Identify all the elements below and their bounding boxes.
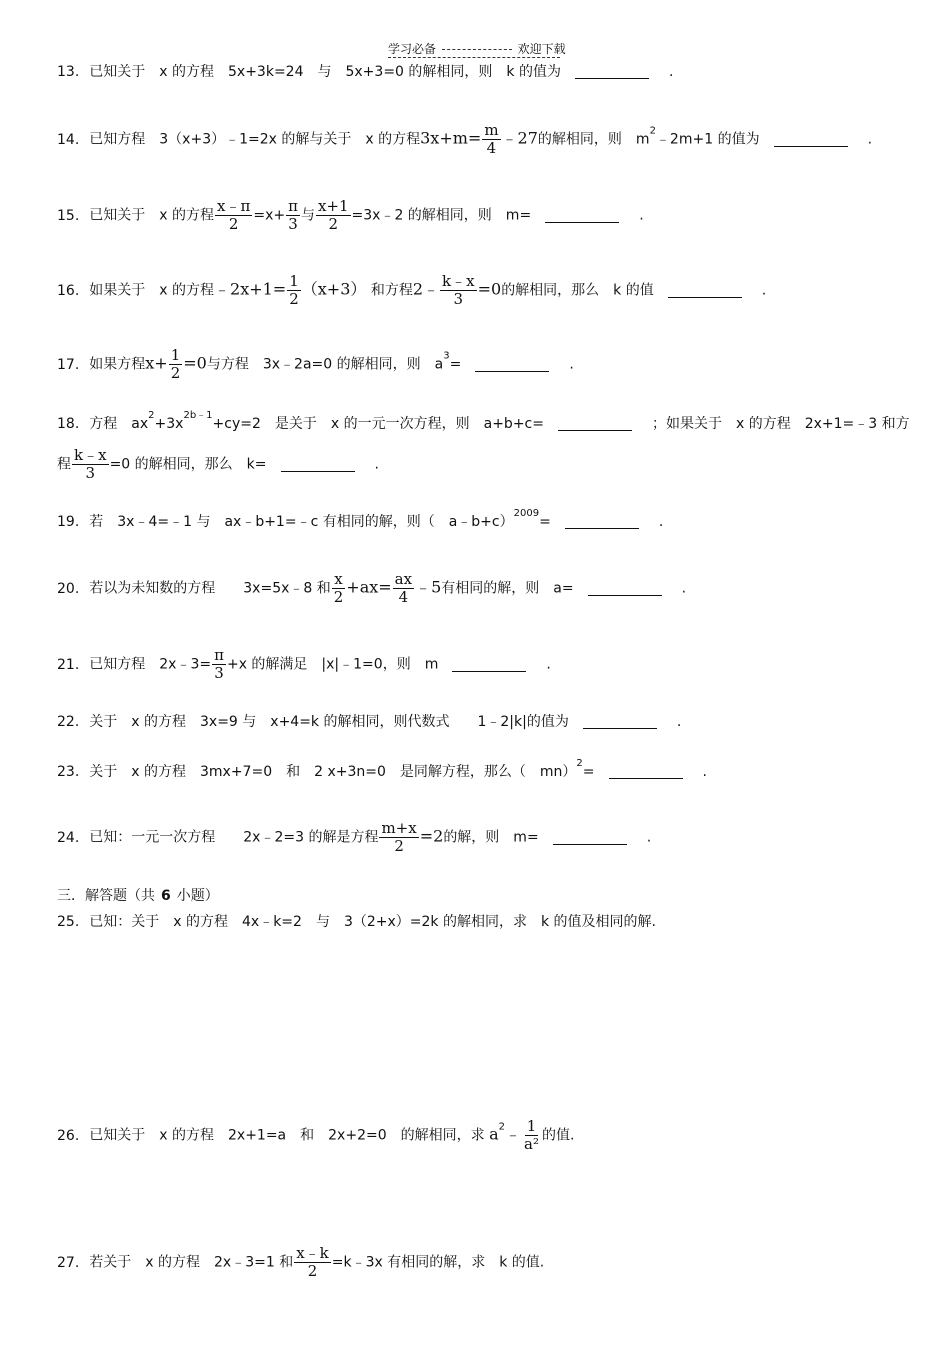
math-expression: （x+3） <box>301 279 367 299</box>
exponent: 2 <box>498 1121 505 1133</box>
denominator: 3 <box>453 290 464 308</box>
math-expression: =0 <box>477 279 502 299</box>
question-18 <box>57 410 910 434</box>
question-27 <box>57 1245 544 1280</box>
denominator: 2 <box>170 364 181 382</box>
denominator: 2 <box>307 1262 318 1280</box>
fraction <box>212 647 226 682</box>
answer-blank <box>774 132 848 147</box>
question-text: 与 <box>300 207 315 224</box>
question-text: 已知：关于 x 的方程 4x﹣k=2 与 3（2+x）=2k 的解相同，求 k 的值及相同的解. <box>89 914 656 930</box>
math-expression: a <box>489 1124 499 1144</box>
fraction <box>169 347 183 382</box>
answer-blank <box>609 764 683 779</box>
fraction <box>332 571 346 606</box>
answer-blank <box>558 416 632 431</box>
question-24 <box>57 820 651 855</box>
fraction <box>294 1245 331 1280</box>
section-prefix: 三．解答题（共 <box>57 888 155 904</box>
question-text: +cy=2 是关于 x 的一元一次方程，则 a+b+c= <box>212 416 544 432</box>
question-13 <box>57 62 673 82</box>
question-text: 和方程 <box>370 282 413 299</box>
denominator: 2 <box>289 290 299 308</box>
question-number: 16. <box>57 282 80 299</box>
question-text: 方程 ax <box>89 416 149 432</box>
answer-blank <box>452 657 526 672</box>
question-text: 有相同的解，则 a= <box>441 580 574 597</box>
math-expression: ﹣27 <box>501 128 538 148</box>
period: . <box>646 829 652 846</box>
period: . <box>867 131 873 148</box>
question-text: = <box>449 356 462 373</box>
question-22 <box>57 712 681 732</box>
question-text: 已知关于 x 的方程 5x+3k=24 与 5x+3=0 的解相同，则 k 的值为 <box>89 64 561 80</box>
numerator: k﹣x <box>442 272 475 290</box>
period: . <box>676 714 682 730</box>
question-number: 21. <box>57 656 80 673</box>
question-14 <box>57 122 872 157</box>
numerator: x+1 <box>317 197 349 215</box>
denominator: 3 <box>288 215 298 233</box>
math-expression: ﹣5 <box>415 577 442 597</box>
question-number: 15. <box>57 207 80 224</box>
question-number: 19. <box>57 514 80 530</box>
question-20 <box>57 571 686 606</box>
period: . <box>639 207 644 224</box>
denominator: 2 <box>333 588 344 606</box>
question-text: = <box>539 514 551 530</box>
denominator: a² <box>524 1135 539 1153</box>
question-number: 14. <box>57 131 80 148</box>
question-23 <box>57 758 707 782</box>
period: . <box>546 656 551 673</box>
numerator: π <box>288 197 298 215</box>
numerator: 1 <box>526 1117 537 1135</box>
math-expression: x+ <box>145 353 168 373</box>
section-heading <box>57 885 219 905</box>
fraction <box>393 571 414 606</box>
header-left: 学习必备 <box>388 42 437 56</box>
question-16 <box>57 273 766 308</box>
numerator: ax <box>394 570 413 588</box>
question-21 <box>57 647 551 682</box>
period: . <box>761 282 767 299</box>
period: . <box>668 64 674 80</box>
question-number: 18. <box>57 416 80 432</box>
numerator: m <box>484 121 499 139</box>
question-number: 23. <box>57 764 80 780</box>
denominator: 2 <box>328 215 339 233</box>
denominator: 3 <box>85 464 96 482</box>
math-expression: =0 <box>183 353 207 373</box>
question-text: 已知关于 x 的方程 2x+1=a 和 2x+2=0 的解相同，求 <box>89 1127 485 1144</box>
question-text: 的解相同，那么 k 的值 <box>501 282 654 299</box>
numerator: m+x <box>381 819 417 837</box>
question-text: 关于 x 的方程 3mx+7=0 和 2 x+3n=0 是同解方程，那么（ mn） <box>89 764 577 780</box>
question-number: 13. <box>57 64 80 80</box>
page-header <box>388 40 566 57</box>
fraction <box>482 122 500 157</box>
question-text: 若 3x﹣4=﹣1 与 ax﹣b+1=﹣c 有相同的解，则（ a﹣b+c） <box>89 514 514 530</box>
question-number: 24. <box>57 829 80 846</box>
question-text: = <box>582 764 595 780</box>
question-text: 若关于 x 的方程 2x﹣3=1 和 <box>89 1254 294 1271</box>
question-text: 如果方程 <box>89 356 146 373</box>
question-15 <box>57 198 644 233</box>
question-text: 的值. <box>541 1127 575 1144</box>
question-number: 22. <box>57 714 80 730</box>
math-expression: =2 <box>419 826 444 846</box>
math-expression: 3x+m= <box>420 128 482 148</box>
math-expression: ﹣2x+1= <box>214 279 287 299</box>
answer-blank <box>565 514 639 529</box>
numerator: 1 <box>170 346 181 364</box>
fraction <box>72 447 109 482</box>
answer-blank <box>281 457 355 472</box>
question-text: 程 <box>57 456 71 473</box>
section-suffix: 小题） <box>176 888 219 904</box>
question-text: =k﹣3x 有相同的解，求 k 的值. <box>331 1254 545 1271</box>
fraction <box>215 198 252 233</box>
numerator: k﹣x <box>74 446 107 464</box>
fraction <box>440 273 477 308</box>
exponent: 2 <box>148 410 155 421</box>
question-25 <box>57 912 656 932</box>
question-text: 与方程 3x﹣2a=0 的解相同，则 a <box>206 356 444 373</box>
question-text: 已知：一元一次方程 2x﹣2=3 的解是方程 <box>89 829 379 846</box>
exponent: 2b﹣1 <box>183 410 213 421</box>
question-text: 已知方程 2x﹣3= <box>89 656 212 673</box>
period: . <box>569 356 574 373</box>
question-number: 27. <box>57 1254 80 1271</box>
exponent: 2 <box>649 125 656 137</box>
question-text: +3x <box>154 416 184 432</box>
answer-blank <box>588 581 662 596</box>
period: . <box>681 580 687 597</box>
question-text: +x 的解满足 |x|﹣1=0，则 m <box>226 656 439 673</box>
math-expression: +ax= <box>346 577 392 597</box>
question-text: ﹣2m+1 的值为 <box>655 131 760 148</box>
numerator: π <box>214 646 224 664</box>
question-17 <box>57 347 574 382</box>
question-19 <box>57 508 664 532</box>
denominator: 3 <box>214 664 224 682</box>
section-count: 6 <box>161 888 171 904</box>
question-number: 17. <box>57 356 80 373</box>
question-text: =x+ <box>253 207 286 224</box>
question-text: 的解相同，则 m <box>537 131 650 148</box>
denominator: 4 <box>486 139 497 157</box>
header-right: 欢迎下载 <box>517 42 566 56</box>
exponent: 2 <box>576 758 583 769</box>
fraction <box>286 198 300 233</box>
question-text: 如果关于 x 的方程 <box>89 282 215 299</box>
exponent: 3 <box>443 350 450 362</box>
numerator: x﹣π <box>217 197 251 215</box>
numerator: x﹣k <box>296 1244 329 1262</box>
period: . <box>658 514 664 530</box>
question-number: 26. <box>57 1127 80 1144</box>
answer-blank <box>545 208 619 223</box>
header-divider <box>442 49 512 50</box>
question-text: 若以为未知数的方程 3x=5x﹣8 和 <box>89 580 331 597</box>
answer-blank <box>575 64 649 79</box>
question-26 <box>57 1118 574 1153</box>
denominator: 4 <box>398 588 409 606</box>
denominator: 2 <box>394 837 404 855</box>
numerator: x <box>334 570 343 588</box>
answer-blank <box>583 714 657 729</box>
math-expression: ﹣ <box>504 1124 521 1144</box>
question-text: 已知关于 x 的方程 <box>89 207 215 224</box>
exponent: 2009 <box>513 508 540 519</box>
question-number: 25. <box>57 914 80 930</box>
fraction <box>316 198 351 233</box>
fraction <box>379 820 418 855</box>
question-text: 已知方程 3（x+3）﹣1=2x 的解与关于 x 的方程 <box>89 131 421 148</box>
answer-blank <box>553 830 627 845</box>
question-text: 的解，则 m= <box>443 829 539 846</box>
answer-blank <box>668 283 742 298</box>
question-text: 关于 x 的方程 3x=9 与 x+4=k 的解相同，则代数式 1﹣2|k|的值为 <box>89 714 569 730</box>
period: . <box>702 764 707 780</box>
math-expression: 2﹣ <box>412 279 440 299</box>
numerator: 1 <box>289 272 299 290</box>
question-18-line-2 <box>57 447 379 482</box>
question-number: 20. <box>57 580 80 597</box>
denominator: 2 <box>228 215 239 233</box>
question-text: ；如果关于 x 的方程 2x+1=﹣3 和方 <box>651 416 910 432</box>
header-underline <box>388 57 560 58</box>
fraction <box>287 273 301 308</box>
period: . <box>374 456 379 473</box>
question-text: =3x﹣2 的解相同，则 m= <box>351 207 532 224</box>
answer-blank <box>475 357 549 372</box>
question-text: =0 的解相同，那么 k= <box>109 456 267 473</box>
fraction <box>522 1118 541 1153</box>
